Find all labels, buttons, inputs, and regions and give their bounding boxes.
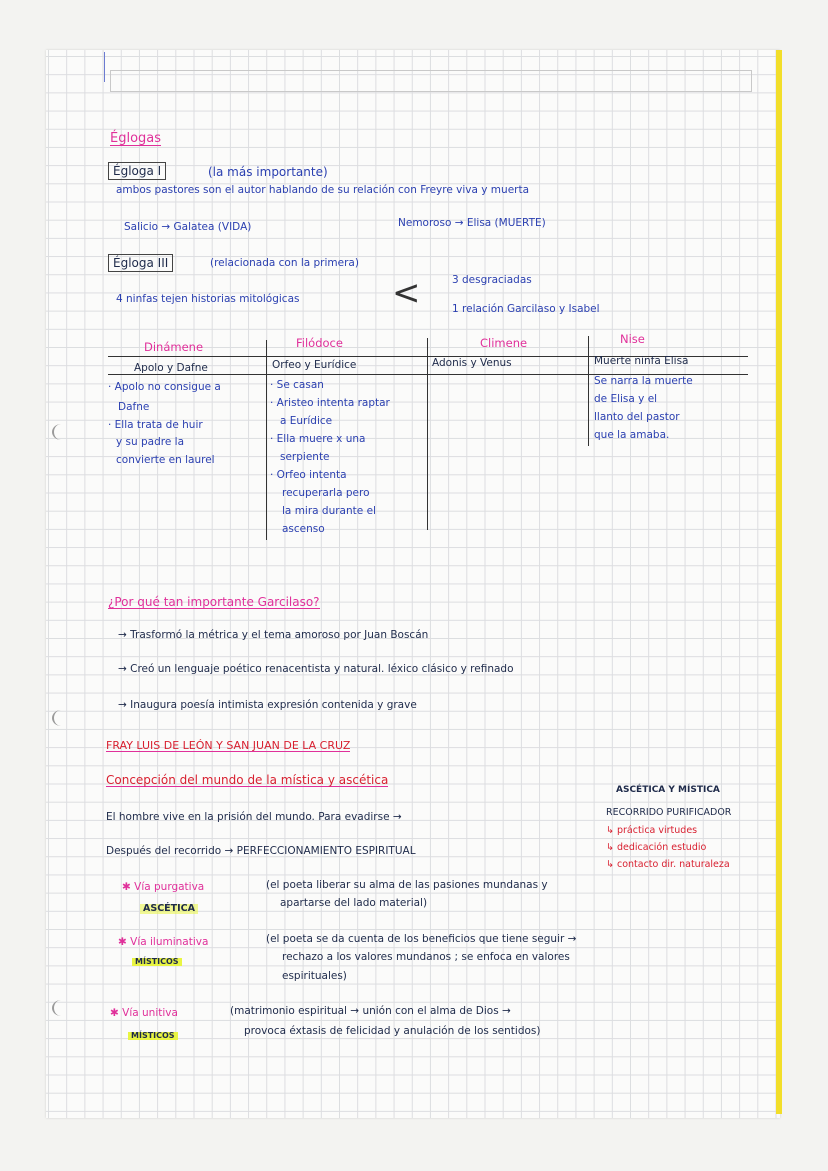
table-subheader-1: Apolo y Dafne (134, 362, 208, 374)
table-cell: recuperarla pero (282, 487, 370, 499)
brace-symbol: < (392, 273, 421, 313)
section2-subtitle: Concepción del mundo de la mística y ascética (106, 773, 389, 787)
egloga3-label: Égloga III (108, 254, 173, 272)
table-cell: · Aristeo intenta raptar (270, 397, 390, 409)
table-header-2: Filódoce (296, 336, 343, 350)
section2-line1: El hombre vive en la prisión del mundo. Para evadirse → (106, 811, 402, 823)
table-divider (588, 336, 589, 446)
egloga3-nymphs: 4 ninfas tejen historias mitológicas (116, 293, 300, 305)
via-name: ✱ Vía iluminativa (118, 936, 209, 948)
table-cell: llanto del pastor (594, 411, 680, 423)
via-name: ✱ Vía purgativa (122, 881, 205, 893)
table-header-3: Climene (480, 336, 528, 350)
recorrido-label: RECORRIDO PURIFICADOR (606, 807, 732, 818)
practice-item: ↳ dedicación estudio (606, 842, 707, 853)
binder-hole (52, 1000, 70, 1016)
table-divider (427, 338, 428, 530)
section2-line2: Después del recorrido → PERFECCIONAMIENTO ESPIRITUAL (106, 845, 416, 857)
egloga3-branch1: 3 desgraciadas (452, 274, 532, 286)
table-cell: Dafne (118, 401, 150, 413)
via-tag: MÍSTICOS (132, 958, 182, 966)
table-cell: y su padre la (116, 436, 185, 448)
importance-point: → Inaugura poesía intimista expresión contenida y grave (118, 699, 417, 711)
binder-hole (52, 424, 70, 440)
table-cell: serpiente (280, 451, 330, 463)
margin-line (104, 52, 105, 82)
table-cell: la mira durante el (282, 505, 376, 517)
importance-question: ¿Por qué tan importante Garcilaso? (108, 595, 320, 609)
egloga1-nemoroso: Nemoroso → Elisa (MUERTE) (398, 217, 546, 229)
table-cell: ascenso (282, 523, 325, 535)
via-desc: (matrimonio espiritual → unión con el alma de Dios → (230, 1005, 511, 1017)
table-cell: de Elisa y el (594, 393, 658, 405)
via-desc: (el poeta liberar su alma de las pasiones mundanas y (266, 879, 548, 891)
egloga1-desc: ambos pastores son el autor hablando de su relación con Freyre viva y muerta (116, 184, 530, 196)
table-cell: a Eurídice (280, 415, 333, 427)
via-desc: provoca éxtasis de felicidad y anulación de los sentidos) (244, 1025, 541, 1037)
table-cell: · Se casan (270, 379, 324, 391)
binder-hole (52, 710, 70, 726)
table-subheader-2: Orfeo y Eurídice (272, 359, 357, 371)
practice-item: ↳ contacto dir. naturaleza (606, 859, 730, 870)
table-cell: convierte en laurel (116, 454, 215, 466)
importance-point: → Trasformó la métrica y el tema amoroso por Juan Boscán (118, 629, 429, 641)
table-subheader-3: Adonis y Venus (432, 357, 512, 369)
egloga1-label: Égloga I (108, 162, 166, 180)
via-desc: (el poeta se da cuenta de los beneficios que tiene seguir → (266, 933, 577, 945)
egloga3-note: (relacionada con la primera) (210, 257, 359, 269)
egloga1-salicio: Salicio → Galatea (VIDA) (124, 221, 252, 233)
table-cell: · Ella trata de huir (108, 419, 203, 431)
egloga3-branch2: 1 relación Garcilaso y Isabel (452, 303, 600, 315)
practice-item: ↳ práctica virtudes (606, 825, 698, 836)
table-cell: que la amaba. (594, 429, 670, 441)
table-cell: · Orfeo intenta (270, 469, 347, 481)
table-cell: · Apolo no consigue a (108, 381, 221, 393)
page-title: Églogas (110, 131, 162, 146)
via-desc: rechazo a los valores mundanos ; se enfoca en valores (282, 951, 570, 963)
table-header-4: Nise (620, 332, 645, 346)
via-tag: ASCÉTICA (140, 904, 198, 914)
table-cell: · Ella muere x una (270, 433, 366, 445)
via-desc: apartarse del lado material) (280, 897, 428, 909)
ascetica-title: ASCÉTICA Y MÍSTICA (616, 785, 720, 795)
header-box (110, 70, 752, 92)
via-desc: espirituales) (282, 970, 347, 982)
section2-title: FRAY LUIS DE LEÓN Y SAN JUAN DE LA CRUZ (106, 739, 351, 752)
table-cell: Se narra la muerte (594, 375, 693, 387)
table-subheader-4: Muerte ninfa Elisa (594, 355, 689, 367)
via-tag: MÍSTICOS (128, 1032, 178, 1040)
table-divider (266, 340, 267, 540)
page-edge (776, 50, 782, 1114)
importance-point: → Creó un lenguaje poético renacentista y natural. léxico clásico y refinado (118, 663, 514, 675)
via-name: ✱ Vía unitiva (110, 1007, 178, 1019)
egloga1-note: (la más importante) (208, 165, 328, 179)
table-header-1: Dinámene (144, 340, 204, 354)
